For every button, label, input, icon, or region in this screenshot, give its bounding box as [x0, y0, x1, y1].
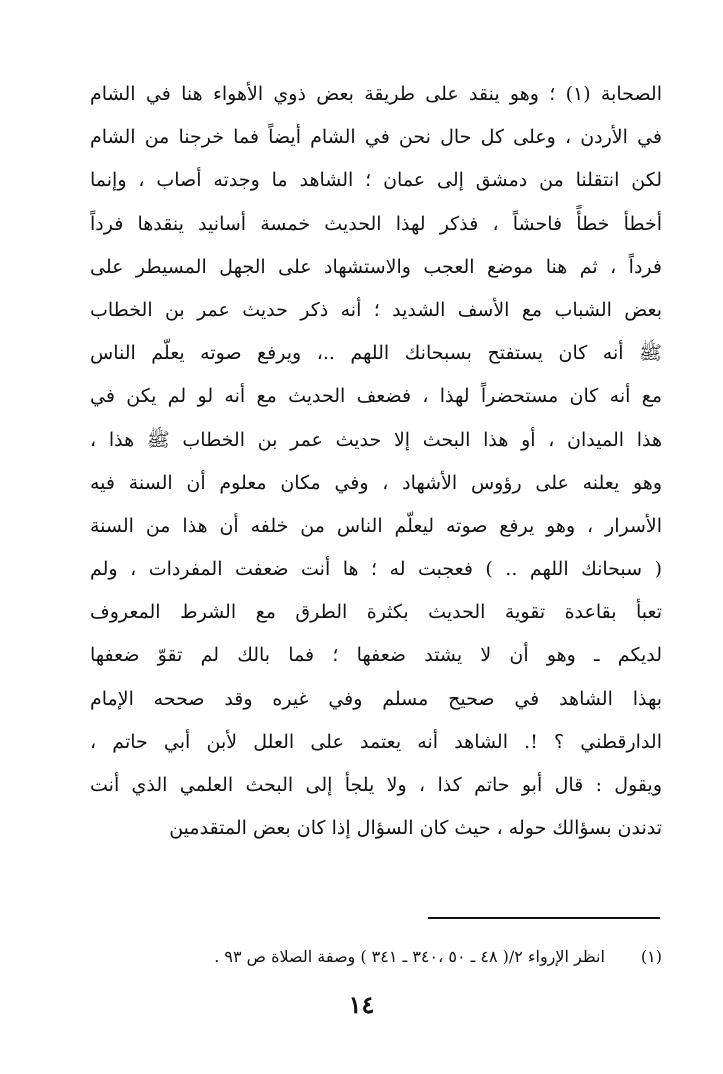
text-line-18: تدندن بسؤالك حوله ، حيث كان السؤال إذا كان بعض المتقدمين [169, 817, 662, 840]
text-line-11: الأسرار ، وهو يرفع صوته ليعلّم الناس من خلفه أن هذا من السنة [90, 514, 662, 537]
footnote-marker: (١) [640, 947, 662, 966]
text-line-3: لكن انتقلنا من دمشق إلى عمان ؛ الشاهد ما وجدته أصاب ، وإنما [90, 169, 662, 192]
footnote-text: انظر الإرواء ٢/( ٤٨ ـ ٥٠ ،٣٤٠ ـ ٣٤١ ) وصفة الصلاة ص ٩٣ . [214, 947, 605, 966]
text-line-15: بهذا الشاهد في صحيح مسلم وفي غيره وقد صححه الإمام [90, 687, 662, 710]
text-line-12: ( سبحانك اللهم .. ) فعجبت له ؛ ها أنت ضعفت المفردات ، ولم [90, 558, 662, 581]
text-line-6: بعض الشباب مع الأسف الشديد ؛ أنه ذكر حديث عمر بن الخطاب [90, 298, 662, 321]
page-number: ١٤ [348, 990, 375, 1019]
footnote-separator [428, 917, 660, 919]
body-text [90, 73, 662, 850]
text-line-16: الدارقطني ؟ !. الشاهد أنه يعتمد على العلل لأبن أبي حاتم ، [90, 730, 662, 753]
footnote [90, 944, 662, 970]
text-line-4: أخطأ خطأً فاحشاً ، فذكر لهذا الحديث خمسة أسانيد ينقدها فرداً [90, 212, 662, 235]
text-line-13: تعبأ بقاعدة تقوية الحديث بكثرة الطرق مع الشرط المعروف [90, 601, 662, 624]
text-line-5: فرداً ، ثم هنا موضع العجب والاستشهاد على الجهل المسيطر على [90, 255, 662, 278]
text-line-8: مع أنه كان مستحضراً لهذا ، فضعف الحديث مع أنه لو لم يكن في [90, 385, 662, 408]
text-line-14: لديكم ـ وهو أن لا يشتد ضعفها ؛ فما بالك لم تقوّ ضعفها [90, 644, 662, 667]
text-line-7: ﷺ أنه كان يستفتح بسبحانك اللهم ..، ويرفع صوته يعلّم الناس [90, 342, 662, 365]
text-line-9: هذا الميدان ، أو هذا البحث إلا حديث عمر بن الخطاب ﷺ هذا ، [90, 428, 662, 451]
text-line-2: في الأردن ، وعلى كل حال نحن في الشام أيضاً فما خرجنا من الشام [90, 126, 662, 149]
text-line-17: ويقول : قال أبو حاتم كذا ، ولا يلجأ إلى البحث العلمي الذي أنت [90, 774, 662, 796]
text-line-1: الصحابة (١) ؛ وهو ينقد على طريقة بعض ذوي الأهواء هنا في الشام [90, 83, 662, 105]
text-line-10: وهو يعلنه على رؤوس الأشهاد ، وفي مكان معلوم أن السنة فيه [90, 471, 662, 494]
